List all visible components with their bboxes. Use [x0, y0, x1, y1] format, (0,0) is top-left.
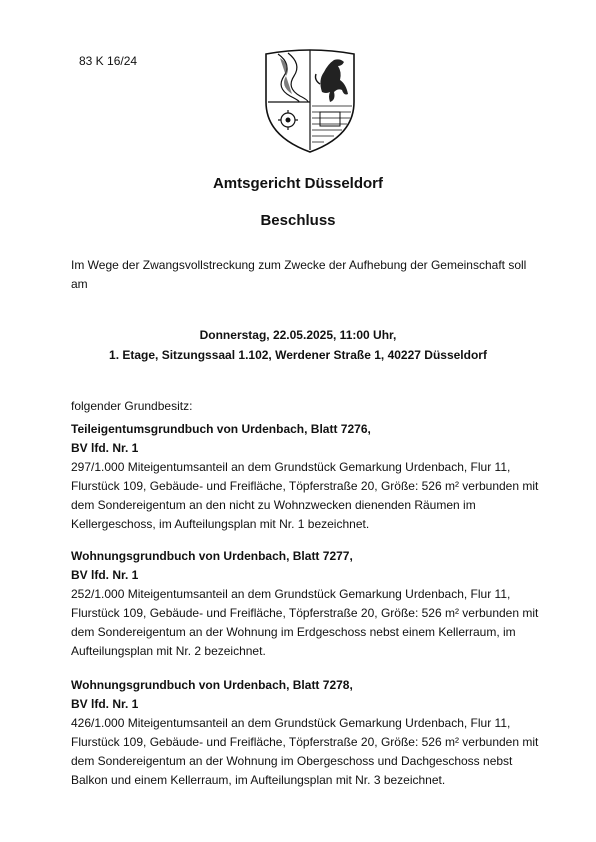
entry-heading: Wohnungsgrundbuch von Urdenbach, Blatt 7278, [71, 678, 353, 692]
entry-text: 426/1.000 Miteigentumsanteil an dem Grundstück Gemarkung Urdenbach, Flur 11, Flurstück 109, Gebäude- und Freifläche, Töpferstraße 20, Größe: 526 m² verbunden mit dem Sondereigentum an der Wohnung im Obergeschoss und Dachgeschoss nebst Balkon und einem Kellerraum, im Aufteilungsplan mit Nr. 3 bezeichnet. [71, 716, 539, 787]
hearing-details [0, 325, 596, 365]
entry-bv: BV lfd. Nr. 1 [71, 568, 139, 582]
entry-bv: BV lfd. Nr. 1 [71, 697, 139, 711]
hearing-date: Donnerstag, 22.05.2025, 11:00 Uhr, [199, 328, 397, 342]
court-name: Amtsgericht Düsseldorf [212, 175, 384, 192]
document-title: Beschluss [260, 212, 336, 229]
entry-heading: Teileigentumsgrundbuch von Urdenbach, Blatt 7276, [71, 422, 371, 436]
entry-bv: BV lfd. Nr. 1 [71, 441, 139, 455]
property-entry [71, 676, 541, 790]
coat-of-arms-icon [258, 44, 362, 156]
property-entry [71, 547, 541, 661]
entry-text: 252/1.000 Miteigentumsanteil an dem Grundstück Gemarkung Urdenbach, Flur 11, Flurstück 109, Gebäude- und Freifläche, Töpferstraße 20, Größe: 526 m² verbunden mit dem Sondereigentum an der Wohnung im Erdgeschoss nebst einem Kellerraum, im Aufteilungsplan mit Nr. 2 bezeichnet. [71, 587, 539, 658]
hearing-location: 1. Etage, Sitzungssaal 1.102, Werdener Straße 1, 40227 Düsseldorf [109, 348, 487, 362]
property-lead: folgender Grundbesitz: [71, 399, 193, 413]
intro-text: Im Wege der Zwangsvollstreckung zum Zwecke der Aufhebung der Gemeinschaft soll am [71, 258, 527, 291]
property-entry [71, 420, 541, 534]
entry-heading: Wohnungsgrundbuch von Urdenbach, Blatt 7277, [71, 549, 353, 563]
entry-text: 297/1.000 Miteigentumsanteil an dem Grundstück Gemarkung Urdenbach, Flur 11, Flurstück 109, Gebäude- und Freifläche, Töpferstraße 20, Größe: 526 m² verbunden mit dem Sondereigentum an den nicht zu Wohnzwecken dienenden Räumen im Kellergeschoss, im Aufteilungsplan mit Nr. 1 bezeichnet. [71, 460, 539, 531]
case-reference: 83 K 16/24 [79, 54, 138, 68]
